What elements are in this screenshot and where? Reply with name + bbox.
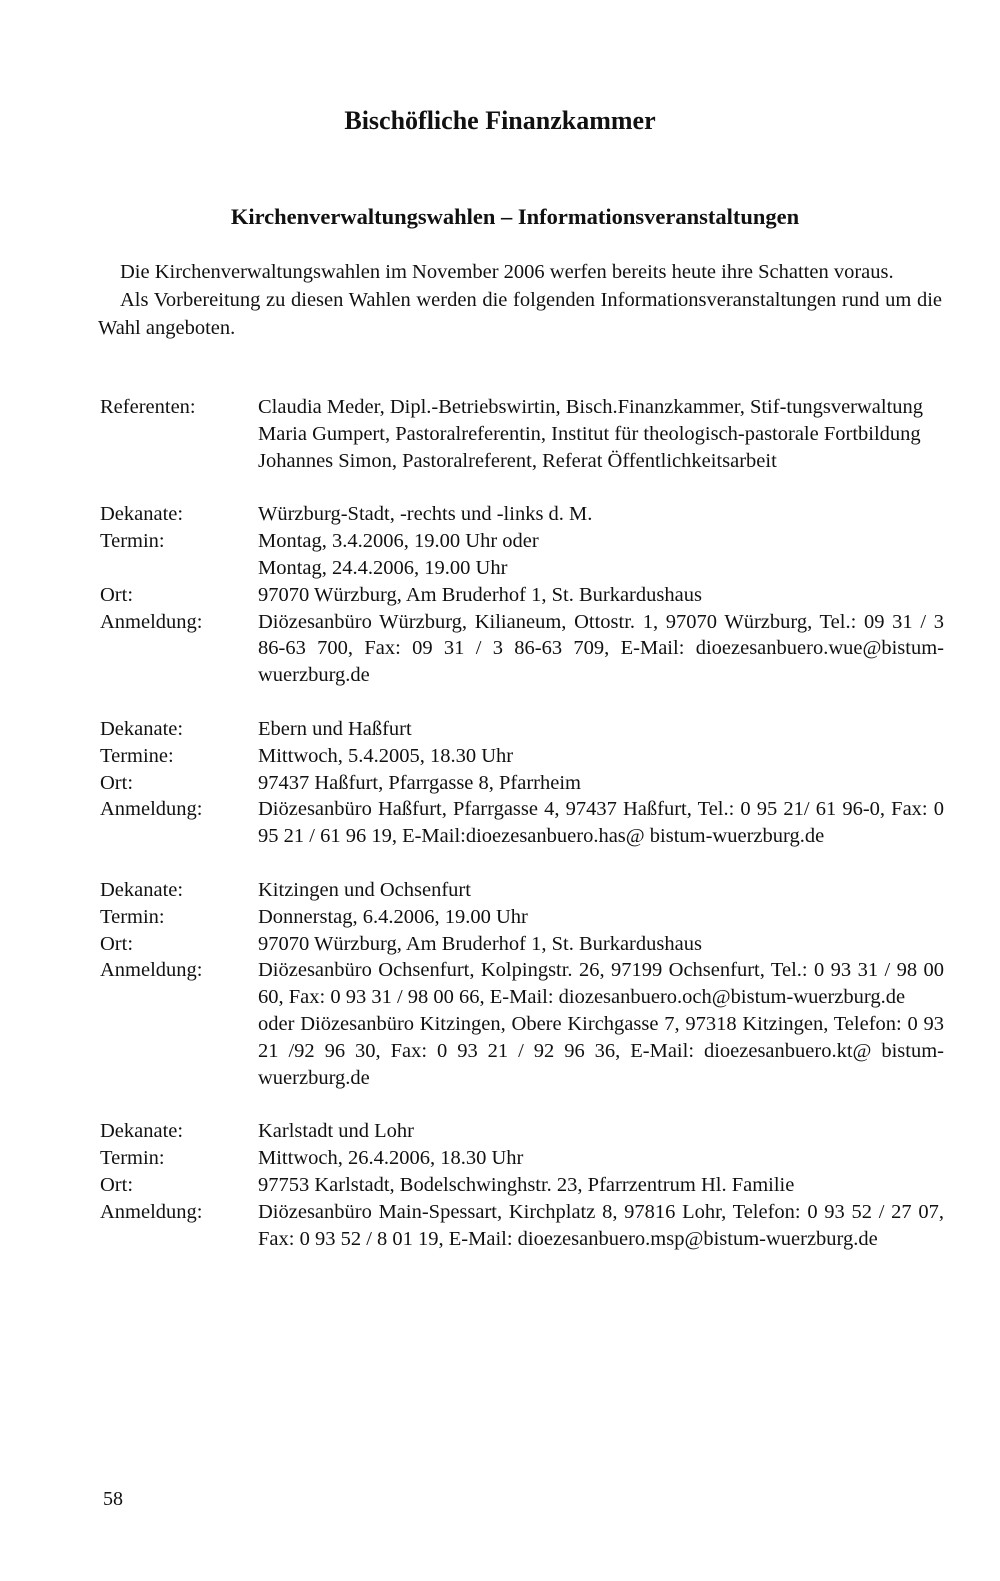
field-value xyxy=(258,743,944,770)
field-value-line: Donnerstag, 6.4.2006, 19.00 Uhr xyxy=(258,905,528,928)
field-value-line: Ebern und Haßfurt xyxy=(258,717,412,740)
section-title: Kirchenverwaltungswahlen – Informationsveranstaltungen xyxy=(230,204,800,229)
field-value xyxy=(258,1118,944,1145)
field-value xyxy=(258,582,944,609)
field-value xyxy=(258,394,944,474)
field-value xyxy=(258,796,944,850)
field-value-line: Mittwoch, 5.4.2005, 18.30 Uhr xyxy=(258,744,514,767)
field-label: Ort: xyxy=(100,1173,134,1196)
field-row xyxy=(100,501,944,528)
event-block xyxy=(100,1118,944,1252)
field-label: Anmeldung: xyxy=(100,959,203,982)
field-label: Referenten: xyxy=(100,396,196,418)
event-block xyxy=(100,877,944,1091)
field-value-line: Mittwoch, 26.4.2006, 18.30 Uhr xyxy=(258,1147,524,1170)
field-value-line: Karlstadt und Lohr xyxy=(258,1120,414,1143)
field-value-line: Diözesanbüro Würzburg, Kilianeum, Ottostr. 1, 97070 Würzburg, Tel.: 09 31 / 3 86-63 700, Fax: 09 31 / 3 86-63 709, E-Mail: dioezesanbuero.wue@bistum-wuerzburg.de xyxy=(258,610,944,687)
field-label: Anmeldung: xyxy=(100,1200,203,1223)
field-row xyxy=(100,582,944,609)
field-value xyxy=(258,1199,944,1253)
field-value-line: Diözesanbüro Haßfurt, Pfarrgasse 4, 97437 Haßfurt, Tel.: 0 95 21/ 61 96-0, Fax: 0 95 21 / 61 96 19, E-Mail:dioezesanbuero.has@ bistum-wuerzburg.de xyxy=(258,798,944,848)
field-label: Anmeldung: xyxy=(100,610,203,633)
field-row xyxy=(100,904,944,931)
field-row xyxy=(100,394,944,474)
field-row xyxy=(100,716,944,743)
event-list xyxy=(100,394,944,1279)
field-label: Ort: xyxy=(100,932,134,955)
field-row xyxy=(100,528,944,582)
field-value-line: Montag, 24.4.2006, 19.00 Uhr xyxy=(258,556,508,579)
field-value xyxy=(258,1145,944,1172)
field-row xyxy=(100,1199,944,1253)
field-label: Termin: xyxy=(100,905,165,928)
page-title: Bischöfliche Finanzkammer xyxy=(344,106,656,135)
field-label: Dekanate: xyxy=(100,717,184,740)
field-value xyxy=(258,931,944,958)
field-value xyxy=(258,609,944,689)
field-row xyxy=(100,1145,944,1172)
field-value xyxy=(258,501,944,528)
field-value-line: 97753 Karlstadt, Bodelschwinghstr. 23, Pfarrzentrum Hl. Familie xyxy=(258,1173,795,1196)
field-row xyxy=(100,796,944,850)
field-row xyxy=(100,743,944,770)
field-row xyxy=(100,1172,944,1199)
field-value xyxy=(258,1172,944,1199)
field-row xyxy=(100,877,944,904)
field-label: Dekanate: xyxy=(100,503,184,526)
field-value-line: Claudia Meder, Dipl.-Betriebswirtin, Bisch.Finanzkammer, Stif-tungsverwaltung xyxy=(258,396,924,418)
field-row xyxy=(100,609,944,689)
event-block xyxy=(100,501,944,689)
field-row xyxy=(100,1118,944,1145)
field-label: Termine: xyxy=(100,744,174,767)
intro-text xyxy=(98,258,942,342)
field-value-line: 97437 Haßfurt, Pfarrgasse 8, Pfarrheim xyxy=(258,771,581,794)
field-label: Ort: xyxy=(100,771,134,794)
field-value xyxy=(258,957,944,1091)
field-row xyxy=(100,957,944,1091)
field-value xyxy=(258,770,944,797)
event-block xyxy=(100,716,944,850)
field-value-line: 97070 Würzburg, Am Bruderhof 1, St. Burkardushaus xyxy=(258,932,702,955)
field-value-line: 97070 Würzburg, Am Bruderhof 1, St. Burkardushaus xyxy=(258,583,702,606)
intro-paragraph: Als Vorbereitung zu diesen Wahlen werden die folgenden Informationsveranstaltungen rund um die Wahl angeboten. xyxy=(98,289,942,339)
field-value-line: Würzburg-Stadt, -rechts und -links d. M. xyxy=(258,503,593,526)
field-value xyxy=(258,877,944,904)
field-value xyxy=(258,528,944,582)
field-value-line: Maria Gumpert, Pastoralreferentin, Institut für theologisch-pastorale Fortbildung xyxy=(258,422,921,445)
field-label: Ort: xyxy=(100,583,134,606)
field-label: Dekanate: xyxy=(100,878,184,901)
field-value-line: Johannes Simon, Pastoralreferent, Referat Öffentlichkeitsarbeit xyxy=(258,449,777,472)
page-number: 58 xyxy=(103,1488,123,1510)
field-value xyxy=(258,904,944,931)
field-value-line: Montag, 3.4.2006, 19.00 Uhr oder xyxy=(258,530,539,553)
field-value-line: Diözesanbüro Main-Spessart, Kirchplatz 8, 97816 Lohr, Telefon: 0 93 52 / 27 07, Fax: 0 93 52 / 8 01 19, E-Mail: dioezesanbuero.msp@bistum-wuerzburg.de xyxy=(258,1200,944,1250)
field-label: Termin: xyxy=(100,1147,165,1170)
field-value-line: Kitzingen und Ochsenfurt xyxy=(258,878,471,901)
field-value-line: oder Diözesanbüro Kitzingen, Obere Kirchgasse 7, 97318 Kitzingen, Telefon: 0 93 21 /92 96 30, Fax: 0 93 21 / 92 96 36, E-Mail: dioezesanbuero.kt@ bistum-wuerzburg.de xyxy=(258,1012,944,1089)
field-label: Anmeldung: xyxy=(100,798,203,821)
intro-paragraph: Die Kirchenverwaltungswahlen im November 2006 werfen bereits heute ihre Schatten voraus. xyxy=(120,261,894,283)
field-value-line: Diözesanbüro Ochsenfurt, Kolpingstr. 26, 97199 Ochsenfurt, Tel.: 0 93 31 / 98 00 60, Fax: 0 93 31 / 98 00 66, E-Mail: diozesanbuero.och@bistum-wuerzburg.de xyxy=(258,959,944,1009)
field-value xyxy=(258,716,944,743)
field-row xyxy=(100,931,944,958)
event-block xyxy=(100,394,944,474)
field-label: Dekanate: xyxy=(100,1120,184,1143)
field-label: Termin: xyxy=(100,530,165,553)
field-row xyxy=(100,770,944,797)
